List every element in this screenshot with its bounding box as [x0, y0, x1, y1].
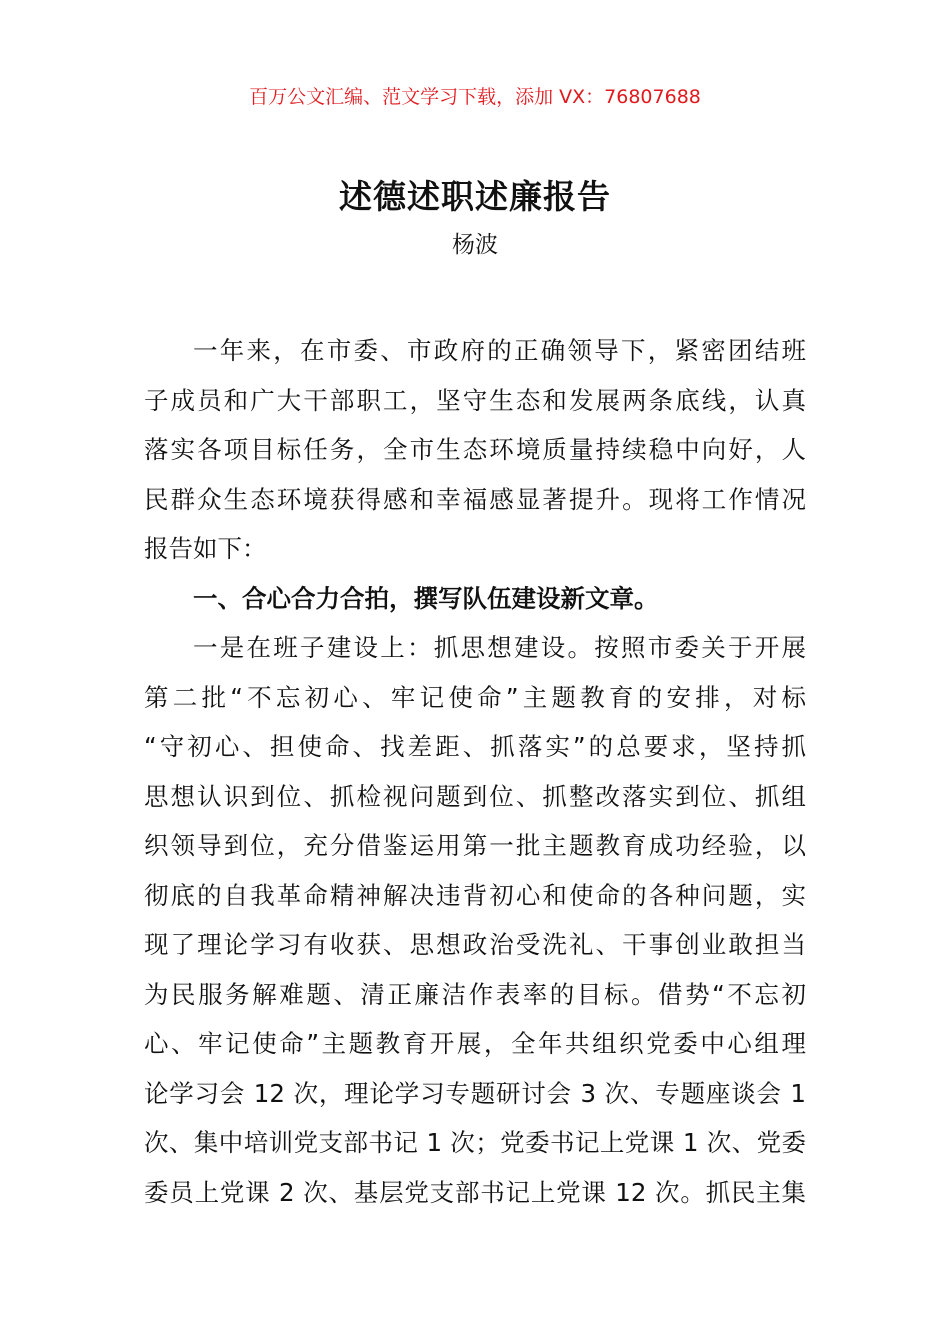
- paragraph-line: 子成员和广大干部职工，坚守生态和发展两条底线，认真: [144, 385, 806, 415]
- paragraph-line: 次、集中培训党支部书记 1 次；党委书记上党课 1 次、党委: [144, 1128, 806, 1157]
- paragraph-line: 织领导到位，充分借鉴运用第一批主题教育成功经验，以: [144, 831, 806, 860]
- paragraph-line: “守初心、担使命、找差距、抓落实”的总要求，坚持抓: [144, 732, 806, 761]
- paragraph-line: 民群众生态环境获得感和幸福感显著提升。现将工作情况: [144, 484, 806, 514]
- paragraph-line: 委员上党课 2 次、基层党支部书记上党课 12 次。抓民主集: [144, 1177, 806, 1207]
- paragraph-line: 论学习会 12 次，理论学习专题研讨会 3 次、专题座谈会 1: [144, 1078, 806, 1108]
- paragraph-line: 现了理论学习有收获、思想政治受洗礼、干事创业敢担当: [144, 930, 806, 959]
- download-banner: 百万公文汇编、范文学习下载，添加 VX：76807688: [249, 86, 701, 108]
- paragraph-line: 心、牢记使命”主题教育开展，全年共组织党委中心组理: [144, 1029, 806, 1058]
- document-author: 杨波: [452, 232, 498, 258]
- paragraph-line: 思想认识到位、抓检视问题到位、抓整改落实到位、抓组: [144, 781, 806, 811]
- section-heading: 一、合心合力合拍，撰写队伍建设新文章。: [193, 583, 659, 613]
- paragraph-line: 一年来，在市委、市政府的正确领导下，紧密团结班: [193, 336, 806, 365]
- paragraph-line: 彻底的自我革命精神解决违背初心和使命的各种问题，实: [144, 880, 806, 910]
- paragraph-line: 报告如下：: [144, 534, 267, 563]
- paragraph-line: 落实各项目标任务，全市生态环境质量持续稳中向好，人: [144, 435, 806, 464]
- paragraph-line: 第二批“不忘初心、牢记使命”主题教育的安排，对标: [144, 682, 806, 712]
- paragraph-line: 为民服务解难题、清正廉洁作表率的目标。借势“不忘初: [144, 979, 806, 1009]
- document-title: 述德述职述廉报告: [339, 177, 611, 216]
- paragraph-line: 一是在班子建设上：抓思想建设。按照市委关于开展: [193, 633, 806, 662]
- document-body: [144, 326, 806, 1217]
